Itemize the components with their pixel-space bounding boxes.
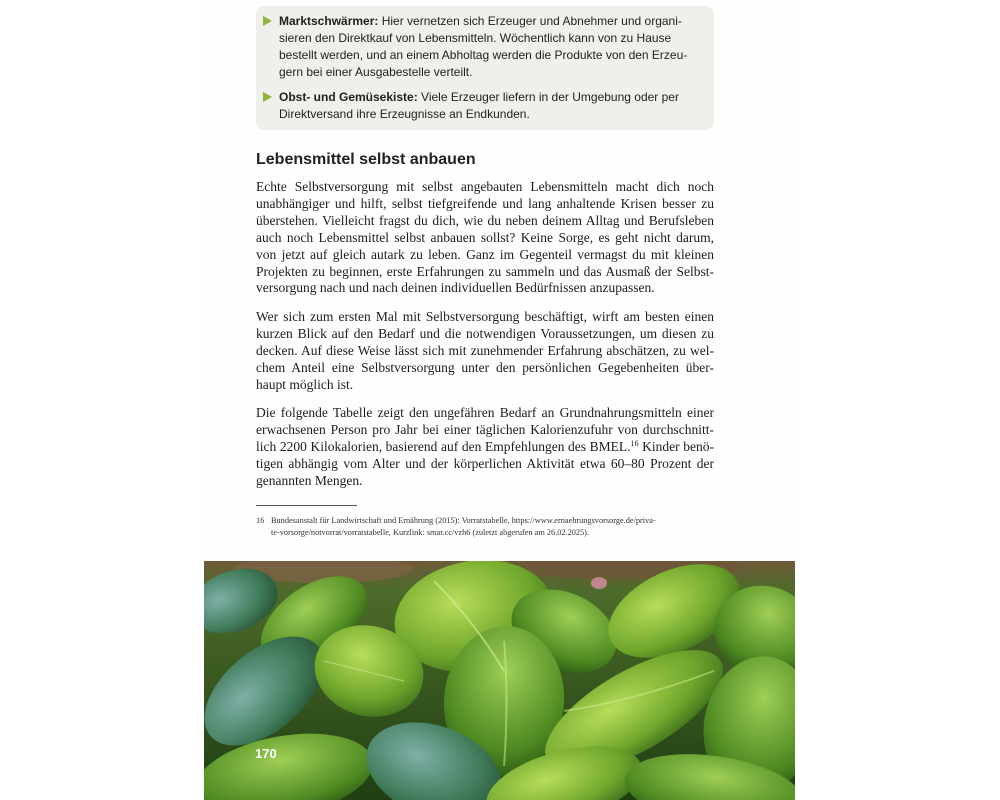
- page-number: 170: [255, 746, 277, 761]
- triangle-right-icon: [263, 16, 272, 26]
- footnote-divider: [256, 505, 357, 506]
- info-term: Marktschwärmer:: [279, 14, 379, 28]
- triangle-right-icon: [263, 92, 272, 102]
- info-item-marktschwaermer: Marktschwärmer: Hier vernetzen sich Erzeuger und Abnehmer und organi- sieren den Direktkauf von Lebensmitteln. Wöchentlich kann von zu Hause bestellt werden, und an einem Abholtag werden die Produkte von den Erzeu- gern bei einer Ausgabestelle verteilt.: [263, 13, 708, 81]
- footnote: [256, 515, 714, 539]
- paragraph-1: Echte Selbstversorgung mit selbst angebauten Lebensmitteln macht dich noch unabhängiger und hilft, selbst tiefgreifende und lang anhaltende Krisen besser zu überstehen. Vielleicht fragst du dich, wie du neben deinem Alltag und Berufsleben auch noch Lebensmittel selbst anbauen sollst? Keine Sorge, es geht nicht darum, von jetzt auf gleich autark zu leben. Ganz im Gegenteil vermagst du mit kleinen Projekten zu beginnen, erste Erfahrungen zu sammeln und das Ausmaß der Selbst- versorgung nach und nach deinen individuellen Bedürfnissen anzupassen.: [256, 179, 714, 296]
- spinach-photo: [204, 561, 795, 800]
- info-term: Obst- und Gemüsekiste:: [279, 90, 418, 104]
- section-heading: Lebensmittel selbst anbauen: [256, 151, 476, 168]
- footnote-text: Bundesanstalt für Landwirtschaft und Ernährung (2015): Vorratstabelle, https://www.ernaehrungsvorsorge.de/priva-: [271, 516, 656, 525]
- paragraph-2: Wer sich zum ersten Mal mit Selbstversorgung beschäftigt, wirft am besten einen kurzen Blick auf den Bedarf und die notwendigen Voraussetzungen, um diesen zu decken. Auf diese Weise lässt sich mit zunehmender Erfahrung abschätzen, zu wel- chem Anteil eine Selbstversorgung unter den persönlichen Gegebenheiten über- haupt möglich ist.: [256, 309, 714, 392]
- footnote-number: 16: [256, 516, 265, 525]
- paragraph-3: Die folgende Tabelle zeigt den ungefähren Bedarf an Grundnahrungsmitteln einer erwachsenen Person pro Jahr bei einer täglichen Kalorienzufuhr von durchschnitt- lich 2200 Kilokalorien, basierend auf den Empfehlungen des BMEL.$^{16}$ Kinder benö- tigen abhängig vom Alter und der körperlichen Aktivität etwa 60–80 Prozent der genannten Mengen.: [256, 405, 714, 488]
- footnote-reference[interactable]: 16: [630, 438, 639, 448]
- footnote-text: te-vorsorge/notvorrat/vorratstabelle, Kurzlink: smar.cc/vzh6 (zuletzt abgerufen am 26.02.2025).: [271, 528, 590, 537]
- info-item-gemuesekiste: Obst- und Gemüsekiste: Viele Erzeuger liefern in der Umgebung oder per Direktversand ihre Erzeugnisse an Endkunden.: [263, 89, 708, 123]
